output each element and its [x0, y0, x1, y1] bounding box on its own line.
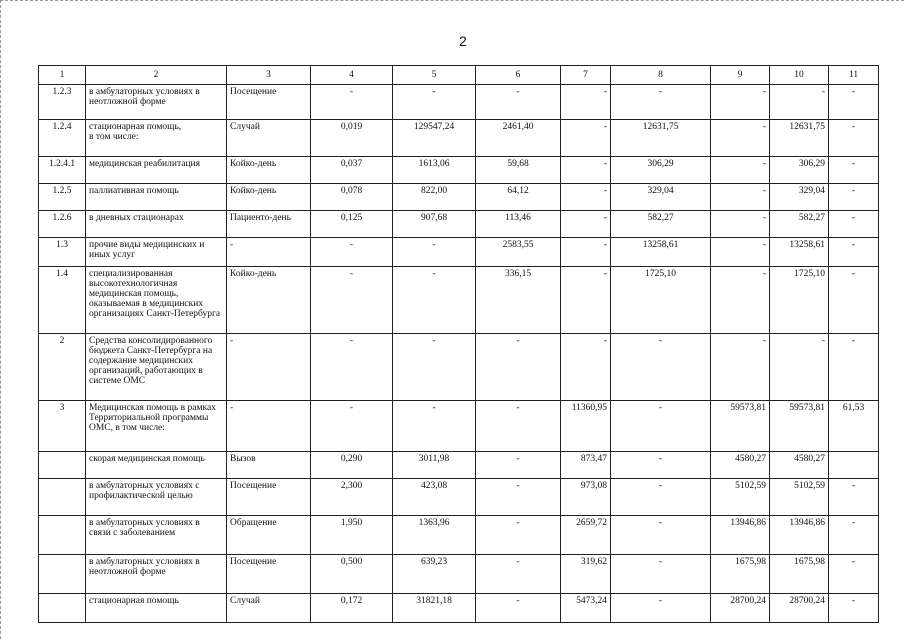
value-cell: 0,037	[311, 157, 393, 184]
unit-cell: Койко-день	[227, 157, 311, 184]
value-cell: -	[829, 594, 879, 623]
value-cell: -	[829, 555, 879, 594]
value-cell: -	[711, 184, 770, 211]
value-cell: 59,68	[476, 157, 561, 184]
value-cell: -	[311, 267, 393, 334]
value-cell: -	[711, 211, 770, 238]
value-cell: 306,29	[770, 157, 829, 184]
unit-cell: -	[227, 401, 311, 452]
row-number-cell	[39, 555, 86, 594]
value-cell: 639,23	[393, 555, 476, 594]
unit-cell: -	[227, 238, 311, 267]
row-number-cell	[39, 479, 86, 516]
value-cell: 329,04	[770, 184, 829, 211]
row-name-cell: в дневных стационарах	[86, 211, 227, 238]
value-cell: 13946,86	[770, 516, 829, 555]
value-cell: -	[311, 401, 393, 452]
value-cell: -	[476, 452, 561, 479]
row-number-cell: 1.2.5	[39, 184, 86, 211]
value-cell: 59573,81	[770, 401, 829, 452]
value-cell: -	[711, 85, 770, 120]
value-cell: -	[829, 238, 879, 267]
header-cell: 5	[393, 66, 476, 85]
value-cell: 1675,98	[711, 555, 770, 594]
value-cell: -	[311, 334, 393, 401]
table-row	[39, 452, 879, 479]
value-cell: 2461,40	[476, 120, 561, 157]
unit-cell: Вызов	[227, 452, 311, 479]
value-cell: -	[393, 334, 476, 401]
row-name-cell: Средства консолидированного бюджета Санкт-Петербурга на содержание медицинских организаций, работающих в системе ОМС	[86, 334, 227, 401]
value-cell: 319,62	[561, 555, 611, 594]
value-cell: -	[476, 555, 561, 594]
value-cell: -	[829, 479, 879, 516]
header-cell: 4	[311, 66, 393, 85]
row-name-cell: в амбулаторных условиях в неотложной форме	[86, 555, 227, 594]
value-cell: -	[829, 120, 879, 157]
value-cell: -	[611, 452, 711, 479]
value-cell: 1,950	[311, 516, 393, 555]
value-cell: -	[711, 267, 770, 334]
value-cell: 13258,61	[611, 238, 711, 267]
value-cell: -	[770, 85, 829, 120]
value-cell: -	[476, 594, 561, 623]
value-cell: 0,500	[311, 555, 393, 594]
row-number-cell: 1.3	[39, 238, 86, 267]
row-name-cell: Медицинская помощь в рамках Территориальной программы ОМС, в том числе:	[86, 401, 227, 452]
value-cell: 1613,06	[393, 157, 476, 184]
row-name-cell: паллиативная помощь	[86, 184, 227, 211]
row-name-cell: специализированная высокотехнологичная медицинская помощь, оказываемая в медицинских организациях Санкт-Петербурга	[86, 267, 227, 334]
value-cell: 31821,18	[393, 594, 476, 623]
header-cell: 6	[476, 66, 561, 85]
value-cell: 423,08	[393, 479, 476, 516]
value-cell: 1725,10	[611, 267, 711, 334]
value-cell: 28700,24	[770, 594, 829, 623]
value-cell: 3011,98	[393, 452, 476, 479]
value-cell: 11360,95	[561, 401, 611, 452]
value-cell: 0,290	[311, 452, 393, 479]
table-row	[39, 184, 879, 211]
value-cell: 12631,75	[770, 120, 829, 157]
table-row	[39, 555, 879, 594]
table-row	[39, 401, 879, 452]
row-name-cell: скорая медицинская помощь	[86, 452, 227, 479]
unit-cell: Койко-день	[227, 267, 311, 334]
value-cell: 28700,24	[711, 594, 770, 623]
value-cell: 4580,27	[770, 452, 829, 479]
value-cell: 907,68	[393, 211, 476, 238]
value-cell: 5473,24	[561, 594, 611, 623]
unit-cell: Пациенто-день	[227, 211, 311, 238]
row-name-cell: стационарная помощь	[86, 594, 227, 623]
row-number-cell: 1.2.3	[39, 85, 86, 120]
value-cell: -	[476, 516, 561, 555]
value-cell: -	[611, 479, 711, 516]
value-cell: -	[561, 334, 611, 401]
value-cell: -	[829, 516, 879, 555]
header-cell: 8	[611, 66, 711, 85]
row-number-cell	[39, 594, 86, 623]
value-cell: -	[611, 555, 711, 594]
value-cell: 582,27	[611, 211, 711, 238]
value-cell: 306,29	[611, 157, 711, 184]
row-name-cell: прочие виды медицинских и иных услуг	[86, 238, 227, 267]
value-cell: -	[829, 85, 879, 120]
header-cell: 10	[770, 66, 829, 85]
value-cell: 0,172	[311, 594, 393, 623]
page-number: 2	[459, 33, 467, 49]
value-cell: -	[711, 334, 770, 401]
value-cell: 2659,72	[561, 516, 611, 555]
table-header-row	[39, 66, 879, 85]
row-number-cell: 3	[39, 401, 86, 452]
unit-cell: Койко-день	[227, 184, 311, 211]
row-number-cell: 1.4	[39, 267, 86, 334]
value-cell: -	[476, 85, 561, 120]
value-cell: 1725,10	[770, 267, 829, 334]
value-cell: 13258,61	[770, 238, 829, 267]
value-cell: 873,47	[561, 452, 611, 479]
table-row	[39, 211, 879, 238]
row-name-cell: стационарная помощь, в том числе:	[86, 120, 227, 157]
value-cell: 336,15	[476, 267, 561, 334]
value-cell: -	[561, 85, 611, 120]
value-cell: -	[829, 334, 879, 401]
table-row	[39, 516, 879, 555]
row-number-cell: 1.2.4.1	[39, 157, 86, 184]
value-cell: 2,300	[311, 479, 393, 516]
value-cell: 1675,98	[770, 555, 829, 594]
value-cell: -	[611, 516, 711, 555]
value-cell: -	[829, 157, 879, 184]
value-cell: -	[561, 211, 611, 238]
table-row	[39, 85, 879, 120]
value-cell: 59573,81	[711, 401, 770, 452]
row-number-cell	[39, 452, 86, 479]
unit-cell: Посещение	[227, 555, 311, 594]
row-number-cell: 1.2.6	[39, 211, 86, 238]
value-cell: 0,019	[311, 120, 393, 157]
value-cell: 0,125	[311, 211, 393, 238]
unit-cell: Обращение	[227, 516, 311, 555]
value-cell: -	[393, 267, 476, 334]
value-cell: -	[311, 85, 393, 120]
row-number-cell: 1.2.4	[39, 120, 86, 157]
value-cell	[829, 452, 879, 479]
value-cell: 5102,59	[770, 479, 829, 516]
value-cell: -	[829, 184, 879, 211]
row-name-cell: в амбулаторных условиях в связи с заболеванием	[86, 516, 227, 555]
value-cell: -	[829, 211, 879, 238]
table-row	[39, 120, 879, 157]
value-cell: 329,04	[611, 184, 711, 211]
value-cell: -	[561, 238, 611, 267]
table-row	[39, 157, 879, 184]
document-table	[38, 65, 879, 623]
value-cell: -	[561, 267, 611, 334]
header-cell: 11	[829, 66, 879, 85]
value-cell: -	[711, 157, 770, 184]
table-row	[39, 238, 879, 267]
table-row	[39, 594, 879, 623]
header-cell: 1	[39, 66, 86, 85]
value-cell: 13946,86	[711, 516, 770, 555]
value-cell: 2583,55	[476, 238, 561, 267]
value-cell: -	[393, 85, 476, 120]
table-row	[39, 334, 879, 401]
value-cell: -	[611, 334, 711, 401]
value-cell: -	[611, 594, 711, 623]
value-cell: -	[711, 238, 770, 267]
row-name-cell: в амбулаторных условиях в неотложной форме	[86, 85, 227, 120]
value-cell: -	[476, 401, 561, 452]
value-cell: 5102,59	[711, 479, 770, 516]
value-cell: -	[311, 238, 393, 267]
value-cell: 64,12	[476, 184, 561, 211]
header-cell: 3	[227, 66, 311, 85]
value-cell: 582,27	[770, 211, 829, 238]
value-cell: -	[393, 238, 476, 267]
table-row	[39, 479, 879, 516]
table-row	[39, 267, 879, 334]
value-cell: -	[476, 334, 561, 401]
value-cell: 1363,96	[393, 516, 476, 555]
unit-cell: Посещение	[227, 479, 311, 516]
value-cell: 113,46	[476, 211, 561, 238]
value-cell: -	[770, 334, 829, 401]
value-cell: -	[611, 401, 711, 452]
value-cell: -	[561, 157, 611, 184]
value-cell: -	[611, 85, 711, 120]
row-number-cell	[39, 516, 86, 555]
unit-cell: -	[227, 334, 311, 401]
value-cell: -	[393, 401, 476, 452]
value-cell: 61,53	[829, 401, 879, 452]
unit-cell: Случай	[227, 594, 311, 623]
row-name-cell: медицинская реабилитация	[86, 157, 227, 184]
header-cell: 2	[86, 66, 227, 85]
value-cell: 4580,27	[711, 452, 770, 479]
value-cell: -	[561, 120, 611, 157]
row-name-cell: в амбулаторных условиях с профилактической целью	[86, 479, 227, 516]
header-cell: 9	[711, 66, 770, 85]
value-cell: 822,00	[393, 184, 476, 211]
value-cell: -	[829, 267, 879, 334]
value-cell: -	[711, 120, 770, 157]
unit-cell: Посещение	[227, 85, 311, 120]
value-cell: 129547,24	[393, 120, 476, 157]
value-cell: 0,078	[311, 184, 393, 211]
value-cell: -	[476, 479, 561, 516]
unit-cell: Случай	[227, 120, 311, 157]
value-cell: 12631,75	[611, 120, 711, 157]
value-cell: -	[561, 184, 611, 211]
value-cell: 973,08	[561, 479, 611, 516]
header-cell: 7	[561, 66, 611, 85]
row-number-cell: 2	[39, 334, 86, 401]
